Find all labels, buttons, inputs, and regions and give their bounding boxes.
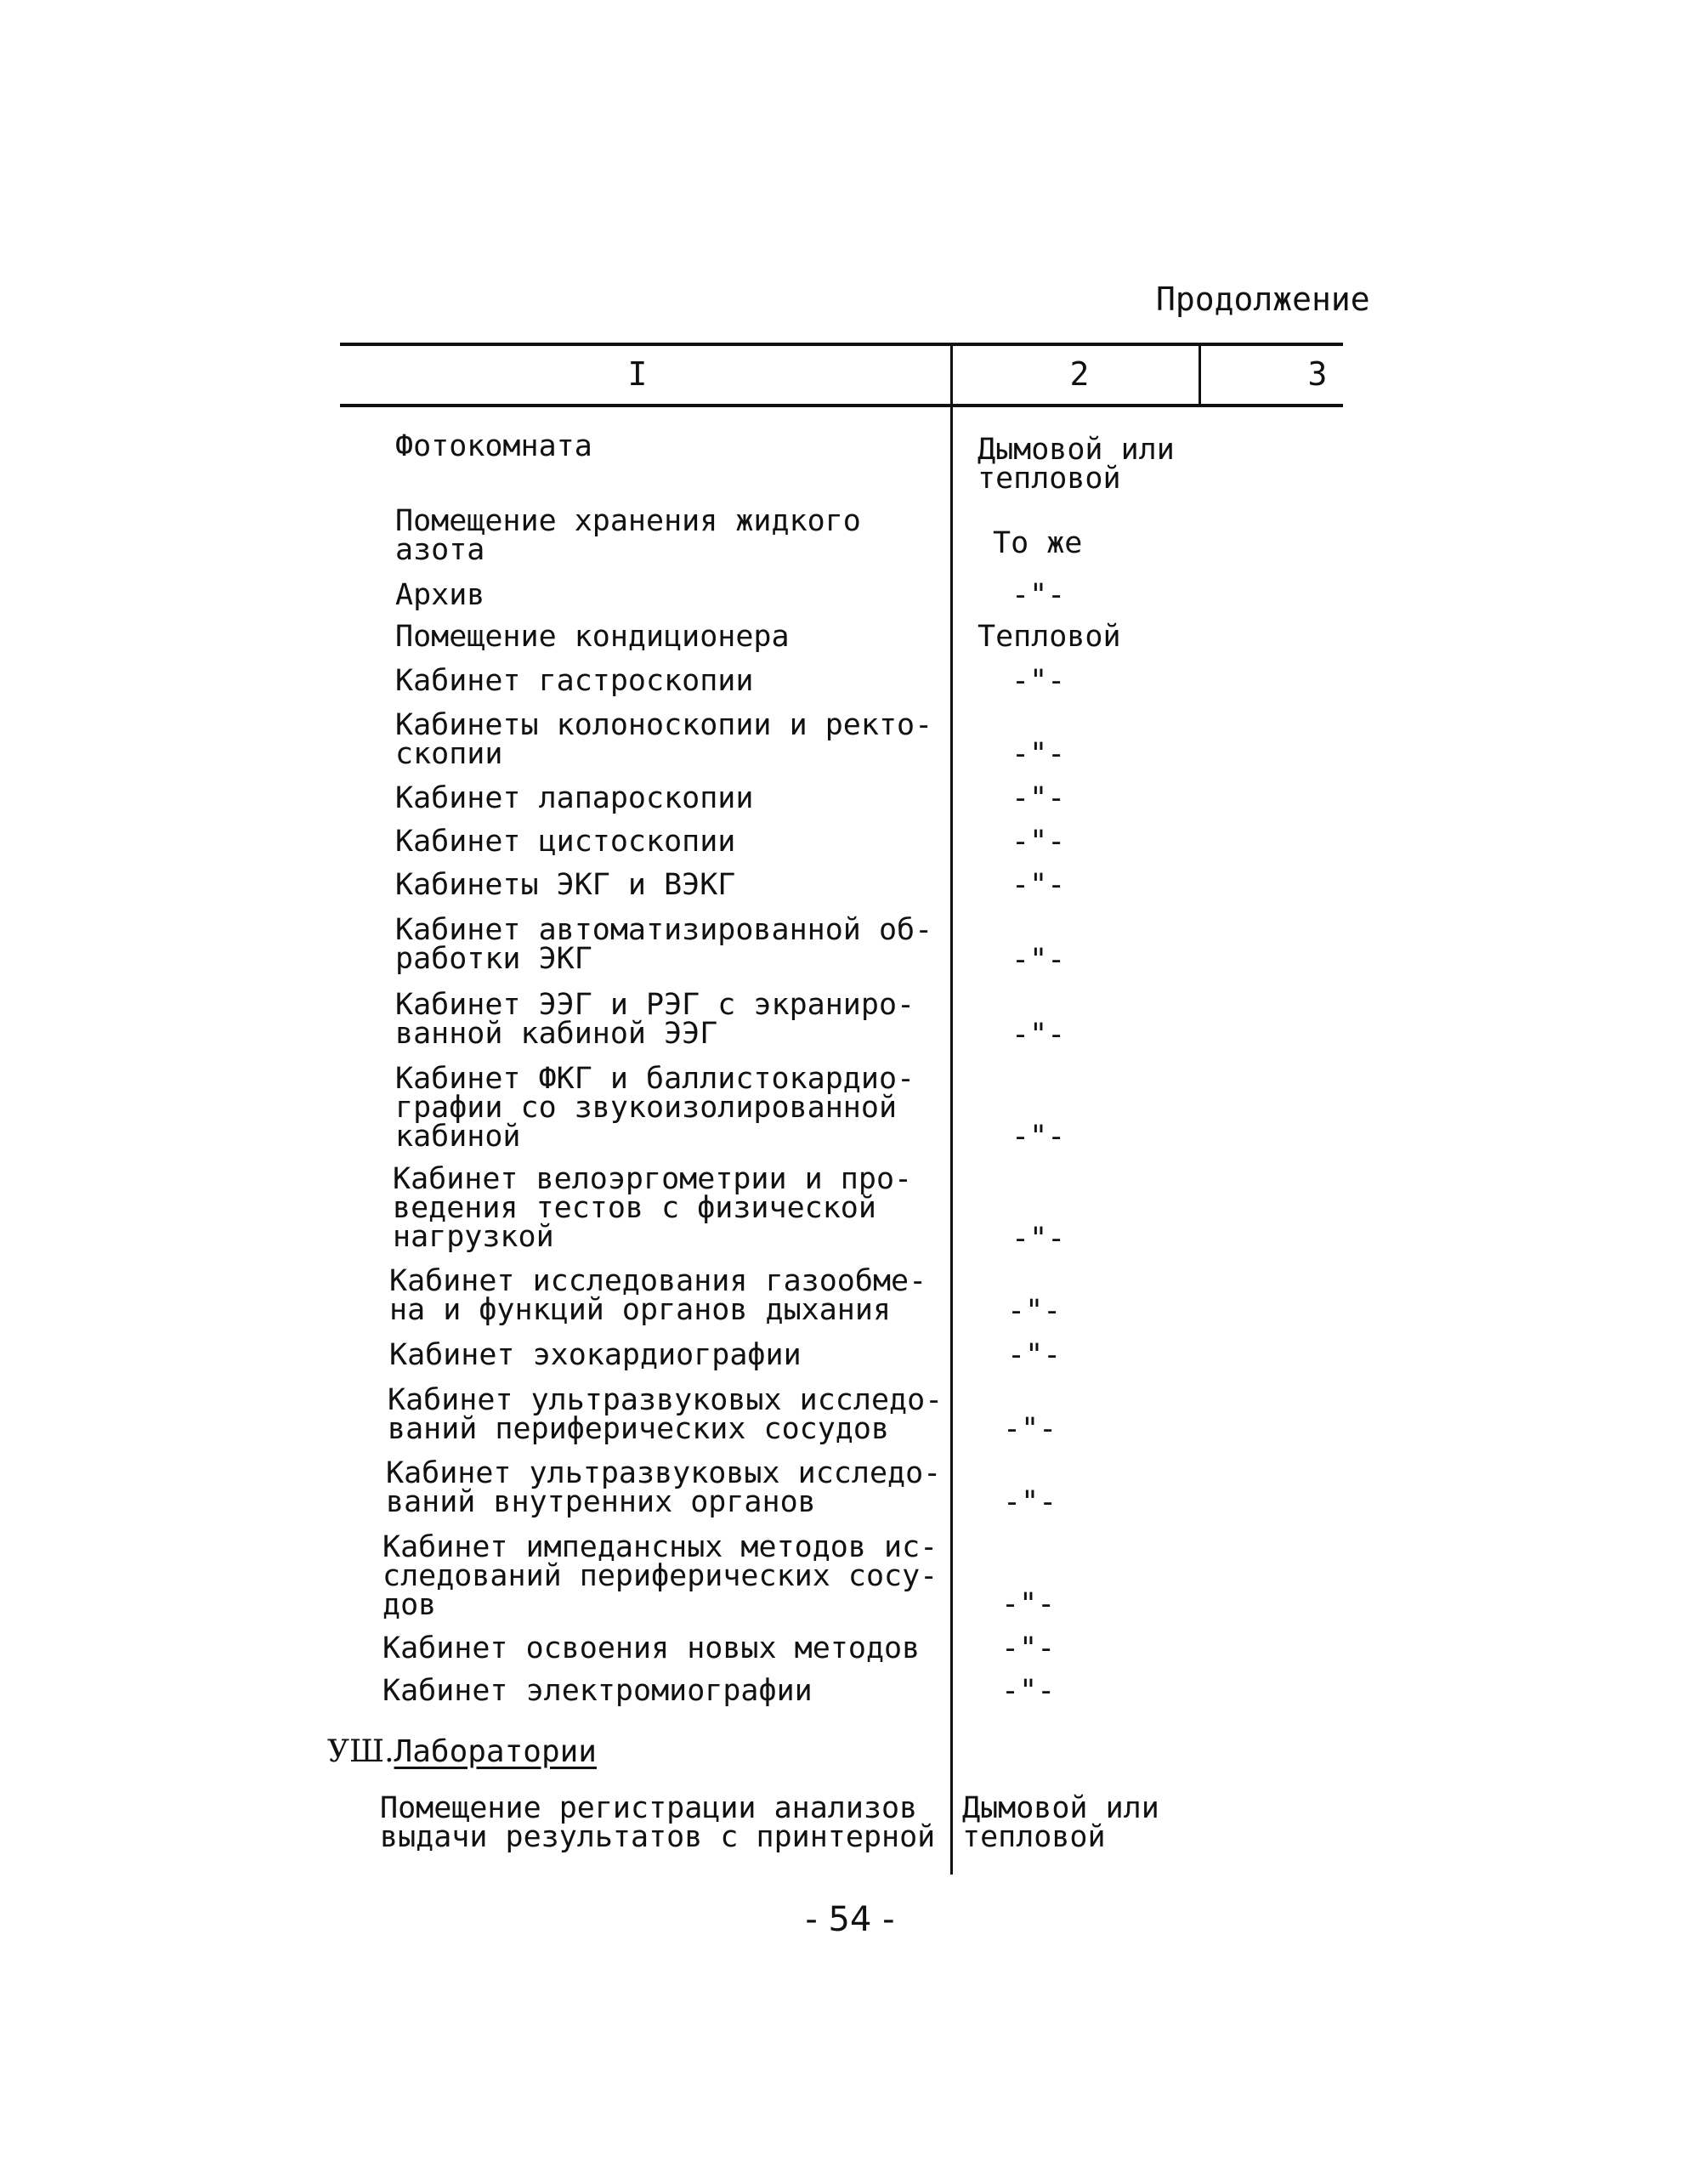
table-row-room: Помещение регистрации анализов выдачи результатов с принтерной (380, 1791, 936, 1854)
table-row-room: Помещение хранения жидкого азота (395, 504, 861, 567)
table-row-detector: -"- (1001, 1674, 1056, 1708)
table-row-room: Кабинет импедансных методов ис- следований периферических сосу- дов (382, 1530, 938, 1622)
table-row-detector: -"- (1001, 1631, 1056, 1665)
table-row-room: Кабинет гастроскопии (395, 664, 754, 698)
section-title: Лаборатории (394, 1734, 597, 1769)
table-row-detector: -"- (1001, 1587, 1056, 1621)
table-row-room: Кабинет ультразвуковых исследо- ваний периферических сосудов (388, 1383, 944, 1446)
table-row-room: Кабинет электромиографии (382, 1674, 813, 1708)
table-row-room: Кабинет эхокардиографии (389, 1338, 802, 1372)
table-row-room: Архив (395, 578, 485, 612)
table-row-detector: -"- (1012, 781, 1066, 815)
table-row-detector: -"- (1012, 664, 1066, 698)
table-row-room: Кабинет цистоскопии (395, 825, 736, 859)
table-row-detector: -"- (1007, 1338, 1062, 1372)
table-row-room: Кабинет освоения новых методов (382, 1631, 921, 1665)
column-divider-1-2 (950, 344, 953, 1875)
table-row-detector: -"- (1012, 825, 1066, 859)
table-row-room: Кабинет ультразвуковых исследо- ваний внутренних органов (386, 1456, 942, 1519)
table-row-detector: Тепловой (978, 620, 1121, 654)
section-number: УШ. (327, 1734, 394, 1769)
column-header-1: I (627, 355, 648, 393)
table-row-room: Фотокомната (395, 429, 592, 463)
table-row-room: Кабинет велоэргометрии и про- ведения тестов с физической нагрузкой (393, 1162, 913, 1254)
table-row-detector: -"- (1012, 578, 1066, 612)
continuation-label: Продолжение (1156, 281, 1370, 318)
column-header-3: 3 (1307, 355, 1328, 393)
header-bottom-rule (340, 404, 1343, 407)
table-row-detector: -"- (1003, 1485, 1057, 1519)
table-row-detector: -"- (1012, 868, 1066, 902)
section-heading (327, 1734, 597, 1769)
table-row-room: Кабинет исследования газообме- на и функций органов дыхания (389, 1264, 927, 1327)
table-row-detector: -"- (1003, 1412, 1057, 1446)
table-row-room: Помещение кондиционера (395, 620, 790, 654)
column-header-2: 2 (1069, 355, 1090, 393)
table-row-detector: -"- (1012, 1120, 1066, 1154)
table-row-detector: -"- (1012, 737, 1066, 771)
table-row-detector: -"- (1012, 1222, 1066, 1256)
table-row-room: Кабинет лапароскопии (395, 781, 754, 815)
table-row-room: Кабинет ФКГ и баллистокардио- графии со звукоизолированной кабиной (395, 1062, 915, 1154)
table-row-detector: Дымовой или тепловой (962, 1791, 1159, 1854)
table-row-detector: -"- (1012, 943, 1066, 977)
table-top-rule (340, 343, 1343, 346)
table-row-room: Кабинет ЭЭГ и РЭГ с экраниро- ванной кабиной ЭЭГ (395, 988, 915, 1051)
table-row-detector: Дымовой или тепловой (978, 433, 1175, 496)
table-row-room: Кабинеты колоноскопии и ректо- скопии (395, 708, 933, 771)
page-number: - 54 - (805, 1900, 895, 1939)
table-row-room: Кабинет автоматизированной об- работки ЭКГ (395, 913, 933, 976)
column-divider-2-3 (1198, 344, 1201, 406)
table-row-room: Кабинеты ЭКГ и ВЭКГ (395, 868, 736, 902)
table-row-detector: -"- (1012, 1018, 1066, 1052)
table-row-detector: -"- (1007, 1294, 1062, 1328)
table-row-detector: То же (993, 526, 1083, 560)
